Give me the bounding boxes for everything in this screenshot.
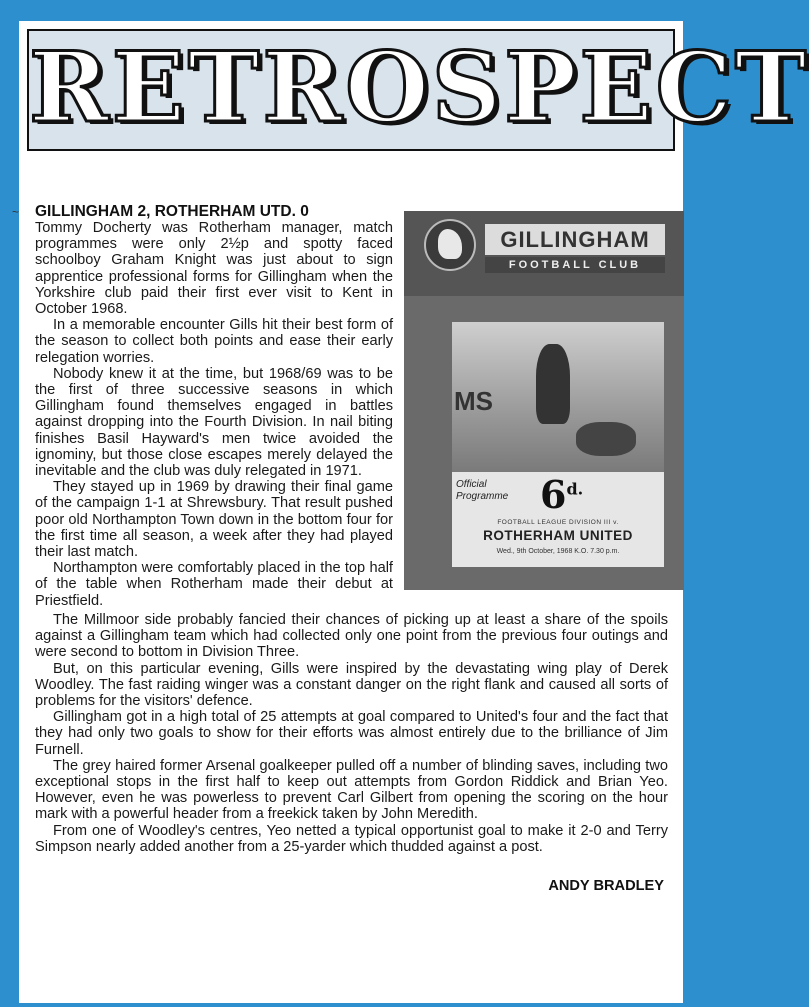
margin-mark: ~: [12, 205, 20, 219]
programme-label: [456, 479, 538, 503]
cover-header: [404, 211, 684, 296]
paragraph: From one of Woodley's centres, Yeo netted a typical opportunist goal to make it 2-0 and Terry Simpson nearly added another from a 25-yarder which thudded against a post.: [35, 822, 668, 855]
paragraph: Tommy Docherty was Rotherham manager, match programmes were only 2½p and spotty faced schoolboy Graham Knight was just about to sign apprentice professional forms for Gillingham when the Yorkshire club paid their first ever visit to Kent in October 1968.: [35, 220, 393, 318]
programme-label-line: Programme: [456, 491, 509, 502]
price-value: 6: [540, 472, 567, 517]
club-subtitle: FOOTBALL CLUB: [485, 257, 665, 273]
paragraph: The grey haired former Arsenal goalkeeper pulled off a number of blinding saves, including two exceptional stops in the first half to keep out attempts from Gordon Riddick and Brian Yeo. However, even he was powerless to prevent Carl Gilbert from opening the scoring on the hour mark with a powerful header from a freekick taken by John Meredith.: [35, 757, 668, 823]
match-date: Wed., 9th October, 1968 K.O. 7.30 p.m.: [496, 548, 620, 555]
programme-label-line: Official: [456, 479, 487, 490]
match-photo: [452, 322, 664, 472]
article-column-text: [35, 220, 393, 609]
league-line: FOOTBALL LEAGUE DIVISION III v.: [497, 519, 619, 526]
horse-icon: [438, 229, 462, 259]
opponent-name: ROTHERHAM UNITED: [483, 528, 633, 543]
programme-cover-image: [404, 211, 684, 590]
article-full-width-text: [35, 612, 668, 855]
programme-price: [540, 472, 583, 517]
paragraph: In a memorable encounter Gills hit their best form of the season to collect both points and ease their early relegation worries.: [35, 317, 393, 366]
paragraph: Gillingham got in a high total of 25 attempts at goal compared to United's four and the fact that they had only two goals to show for their efforts was almost entirely due to the brilliance of Jim Furnell.: [35, 709, 668, 758]
photo-hoarding-text: MS: [454, 386, 493, 416]
club-name: GILLINGHAM: [485, 224, 665, 255]
paragraph: They stayed up in 1969 by drawing their final game of the campaign 1-1 at Shrewsbury. That result pushed poor old Northampton Town down in the bottom four for the first time all season, a week after they had played their last match.: [35, 479, 393, 561]
paragraph: But, on this particular evening, Gills were inspired by the devastating wing play of Derek Woodley. The fast raiding winger was a constant danger on the right flank and caused all sorts of problems for the visitors' defence.: [35, 660, 668, 710]
price-unit: d.: [566, 479, 584, 499]
retrospect-banner: [27, 29, 809, 151]
horse-crest-icon: [424, 219, 476, 271]
player-figure: [576, 422, 636, 456]
paragraph: Nobody knew it at the time, but 1968/69 was to be the first of three successive seasons in which Gillingham found themselves engaged in battles against dropping into the Fourth Division. In nail biting finishes Basil Hayward's men twice avoided the ignominy, but those close escapes merely delayed the inevitable and the club was duly relegated in 1971.: [35, 365, 393, 480]
banner-title: RETROSPECT: [29, 31, 809, 144]
paragraph: The Millmoor side probably fancied their chances of picking up at least a share of the spoils against a Gillingham team which had collected only one point from the previous four outings and were second to bottom in Division Three.: [35, 612, 668, 661]
paragraph: Northampton were comfortably placed in the top half of the table when Rotherham made their debut at Priestfield.: [35, 560, 393, 609]
programme-info-box: [452, 472, 664, 567]
author-byline: ANDY BRADLEY: [548, 878, 664, 894]
article-headline: GILLINGHAM 2, ROTHERHAM UTD. 0: [35, 203, 309, 220]
player-figure: [536, 344, 570, 424]
